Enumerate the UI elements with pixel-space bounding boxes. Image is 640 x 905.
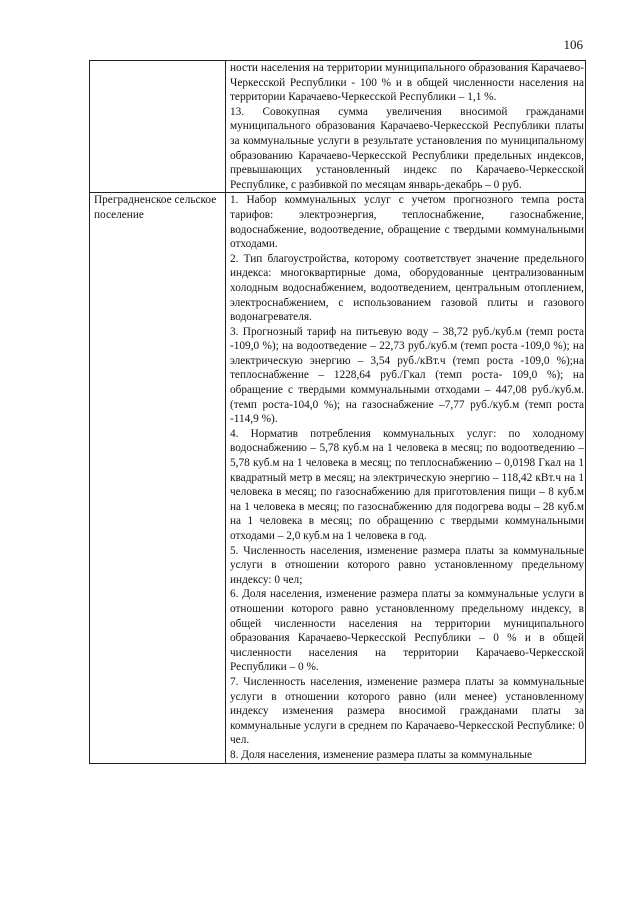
paragraph: 4. Норматив потребления коммунальных услуг: по холодному водоснабжению – 5,78 куб.м на 1 человека в месяц; по водоотведению – 5,78 куб.м на 1 человека в месяц; по теплоснабжению – 0,0198 Гкал на 1 квадратный метр в месяц; на электрическую энергию – 118,42 кВт.ч на 1 человека в месяц; по газоснабжению для приготовления пищи – 8 куб.м на 1 человека в месяц; по газоснабжению для подогрева воды – 28 куб.м на 1 человека в месяц; по обращению с твердыми коммунальными отходами – 2,0 куб.м на 1 человека в год. <box>230 427 584 542</box>
municipality-name-cell <box>90 61 226 193</box>
paragraph: ности населения на территории муниципального образования Карачаево-Черкесской Республики - 100 % и в общей численности населения на территории Карачаево-Черкесской Республики – 1,1 %. <box>230 62 584 104</box>
paragraph: 8. Доля населения, изменение размера платы за коммунальные <box>230 748 533 761</box>
paragraph: 6. Доля населения, изменение размера платы за коммунальные услуги в отношении которого равно установленному предельному индексу, в общей численности населения на территории муниципального образования Карачаево-Черкесской Республики – 0 % и в общей численности населения на территории Карачаево-Черкесской Республики – 0 %. <box>230 588 584 674</box>
indicator-text-cell <box>226 61 586 193</box>
paragraph: 7. Численность населения, изменение размера платы за коммунальные услуги в отношении которого равно (или менее) установленному индексу изменения размера вносимой гражданами платы за коммунальные услуги в среднем по Карачаево-Черкесской Республике: 0 чел. <box>230 675 584 747</box>
document-table <box>89 60 586 764</box>
paragraph: 1. Набор коммунальных услуг с учетом прогнозного темпа роста тарифов: электроэнергия, теплоснабжение, газоснабжение, водоснабжение, водоотведение, обращение с твердыми коммунальными отходами. <box>230 194 584 251</box>
paragraph: 3. Прогнозный тариф на питьевую воду – 38,72 руб./куб.м (темп роста -109,0 %); на водоотведение – 22,73 руб./куб.м (темп роста -109,0 %); на электрическую энергию – 3,54 руб./кВт.ч (темп роста -109,0 %);на теплоснабжение – 1228,64 руб./Гкал (темп роста- 109,0 %); на обращение с твердыми коммунальными отходами – 447,08 руб./куб.м. (темп роста-104,0 %); на газоснабжение –7,77 руб./куб.м (темп роста -114,9 %). <box>230 325 584 426</box>
page-number: 106 <box>563 37 583 52</box>
paragraph: 13. Совокупная сумма увеличения вносимой гражданами муниципального образования Карачаево-Черкесской Республики платы за коммунальные услуги в результате установления по муниципальному образованию Карачаево-Черкесской Республики предельных индексов, превышающих установленный индекс по Карачаево-Черкесской Республике, с разбивкой по месяцам январь-декабрь – 0 руб. <box>230 105 584 191</box>
paragraph: 5. Численность населения, изменение размера платы за коммунальные услуги в отношении которого равно установленному предельному индексу: 0 чел; <box>230 544 584 586</box>
indicator-text-cell <box>226 193 586 763</box>
table-row <box>90 61 586 193</box>
paragraph: 2. Тип благоустройства, которому соответствует значение предельного индекса: многоквартирные дома, оборудованные централизованным холодным водоснабжением, водоотведением, центральным отоплением, электроснабжением, с использованием газовой плиты и газового водонагревателя. <box>230 252 584 324</box>
table-row <box>90 193 586 763</box>
municipality-name-cell: Преградненское сельское поселение <box>90 193 226 763</box>
